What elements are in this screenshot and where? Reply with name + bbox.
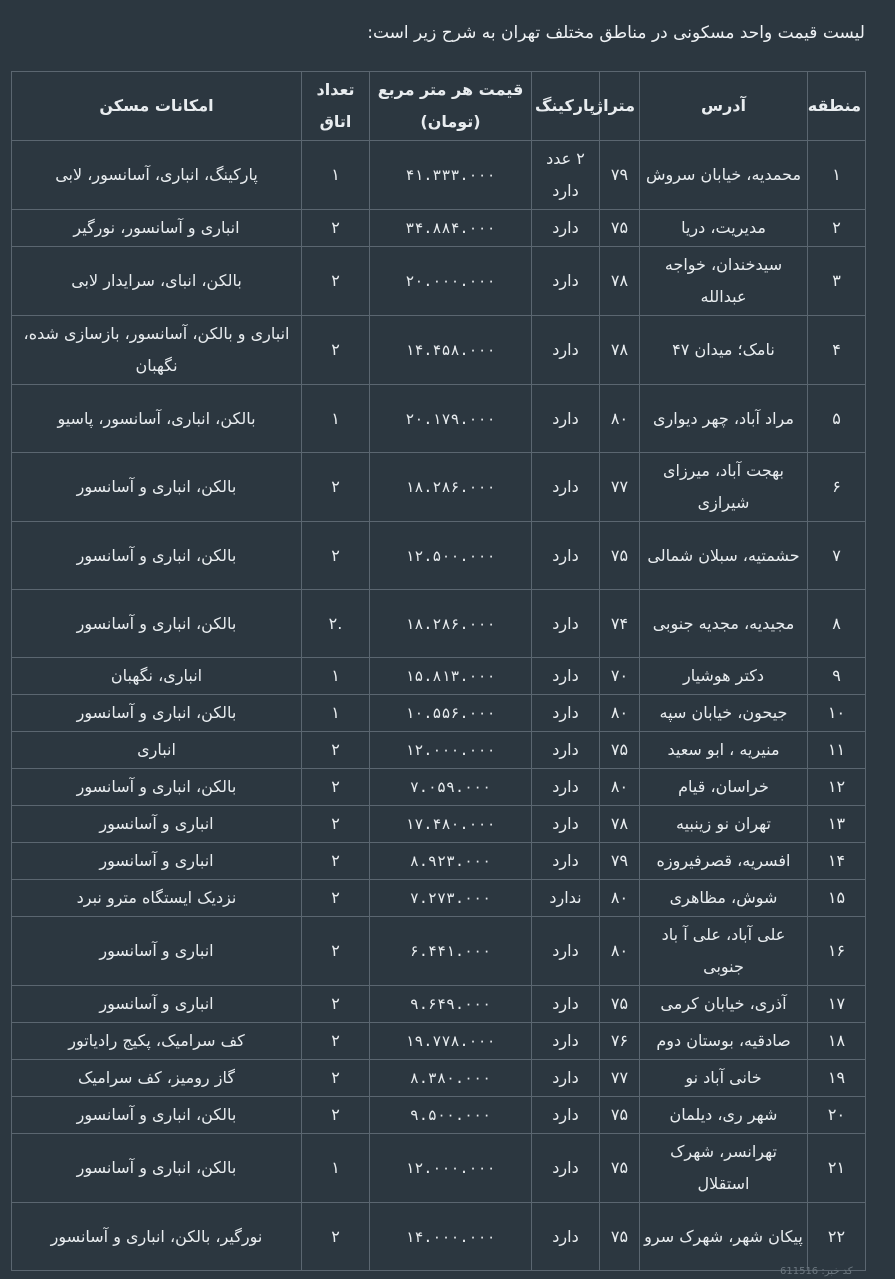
rooms-cell: ۲ [302,210,370,247]
header-features: امکانات مسکن [12,72,302,141]
table-row [12,247,866,316]
address-cell: تهرانسر، شهرک استقلال [640,1134,808,1203]
parking-cell: دارد [532,1134,600,1203]
area-cell: ۷۸ [600,806,640,843]
area-cell: ۸۰ [600,769,640,806]
address-cell: تهران نو زینبیه [640,806,808,843]
area-cell: ۷۵ [600,210,640,247]
rooms-cell: ۲ [302,917,370,986]
price-cell: ۱۷.۴۸۰.۰۰۰ [370,806,532,843]
price-cell: ۱۲.۰۰۰.۰۰۰ [370,732,532,769]
features-cell: بالکن، انباری، آسانسور، پاسیو [12,385,302,453]
price-cell: ۲۰.۱۷۹.۰۰۰ [370,385,532,453]
region-cell: ۱۹ [808,1060,866,1097]
parking-cell: دارد [532,1203,600,1271]
parking-cell: دارد [532,695,600,732]
region-cell: ۸ [808,590,866,658]
table-row [12,316,866,385]
price-cell: ۸.۳۸۰.۰۰۰ [370,1060,532,1097]
region-cell: ۱۶ [808,917,866,986]
table-row [12,769,866,806]
table-row [12,1097,866,1134]
features-cell: بالکن، انباری و آسانسور [12,522,302,590]
table-row [12,880,866,917]
price-cell: ۶.۴۴۱.۰۰۰ [370,917,532,986]
rooms-cell: ۱ [302,385,370,453]
features-cell: نورگیر، بالکن، انباری و آسانسور [12,1203,302,1271]
rooms-cell: ۱ [302,1134,370,1203]
parking-cell: دارد [532,806,600,843]
features-cell: گاز رومیز، کف سرامیک [12,1060,302,1097]
header-rooms: تعداد اتاق [302,72,370,141]
parking-cell: دارد [532,917,600,986]
parking-cell: دارد [532,453,600,522]
address-cell: آذری، خیابان کرمی [640,986,808,1023]
rooms-cell: ۲ [302,1097,370,1134]
region-cell: ۱۸ [808,1023,866,1060]
price-cell: ۱۲.۰۰۰.۰۰۰ [370,1134,532,1203]
table-row [12,1060,866,1097]
address-cell: پیکان شهر، شهرک سرو [640,1203,808,1271]
table-row [12,658,866,695]
parking-cell: دارد [532,385,600,453]
rooms-cell: ۲ [302,247,370,316]
price-cell: ۸.۹۲۳.۰۰۰ [370,843,532,880]
parking-cell: دارد [532,316,600,385]
area-cell: ۷۹ [600,843,640,880]
address-cell: محمدیه، خیابان سروش [640,141,808,210]
address-cell: علی آباد، علی آ باد جنوبی [640,917,808,986]
features-cell: انباری و آسانسور [12,806,302,843]
rooms-cell: ۲ [302,880,370,917]
region-cell: ۱۱ [808,732,866,769]
region-cell: ۶ [808,453,866,522]
table-row [12,1203,866,1271]
table-row [12,695,866,732]
address-cell: دکتر هوشیار [640,658,808,695]
area-cell: ۷۵ [600,1097,640,1134]
parking-cell: دارد [532,210,600,247]
area-cell: ۸۰ [600,695,640,732]
rooms-cell: ۲ [302,316,370,385]
area-cell: ۷۴ [600,590,640,658]
region-cell: ۹ [808,658,866,695]
news-code: کد خبر: 611516 [780,1266,853,1277]
features-cell: انباری، نگهبان [12,658,302,695]
price-cell: ۱۹.۷۷۸.۰۰۰ [370,1023,532,1060]
region-cell: ۷ [808,522,866,590]
rooms-cell: ۱ [302,141,370,210]
region-cell: ۳ [808,247,866,316]
rooms-cell: ۲ [302,732,370,769]
features-cell: نزدیک ایستگاه مترو نبرد [12,880,302,917]
features-cell: بالکن، انباری و آسانسور [12,453,302,522]
table-row [12,732,866,769]
region-cell: ۴ [808,316,866,385]
address-cell: شوش، مظاهری [640,880,808,917]
table-header [12,72,866,141]
area-cell: ۷۷ [600,1060,640,1097]
rooms-cell: ۲ [302,1060,370,1097]
region-cell: ۲۰ [808,1097,866,1134]
parking-cell: دارد [532,986,600,1023]
header-price: قیمت هر متر مربع (تومان) [370,72,532,141]
region-cell: ۲۱ [808,1134,866,1203]
table-row [12,806,866,843]
area-cell: ۷۶ [600,1023,640,1060]
area-cell: ۷۸ [600,316,640,385]
area-cell: ۸۰ [600,917,640,986]
area-cell: ۷۵ [600,986,640,1023]
table-row [12,385,866,453]
features-cell: انباری و بالکن، آسانسور، بازسازی شده، نگهبان [12,316,302,385]
parking-cell: دارد [532,247,600,316]
area-cell: ۷۰ [600,658,640,695]
parking-cell: ۲ عدد دارد [532,141,600,210]
features-cell: کف سرامیک، پکیج رادیاتور [12,1023,302,1060]
address-cell: خراسان، قیام [640,769,808,806]
features-cell: بالکن، انباری و آسانسور [12,695,302,732]
rooms-cell: ۲ [302,806,370,843]
area-cell: ۷۵ [600,732,640,769]
parking-cell: دارد [532,732,600,769]
table-row [12,986,866,1023]
features-cell: انباری و آسانسور، نورگیر [12,210,302,247]
price-cell: ۹.۵۰۰.۰۰۰ [370,1097,532,1134]
region-cell: ۱۷ [808,986,866,1023]
address-cell: شهر ری، دیلمان [640,1097,808,1134]
address-cell: بهجت آباد، میرزای شیرازی [640,453,808,522]
area-cell: ۷۷ [600,453,640,522]
features-cell: بالکن، انباری و آسانسور [12,1134,302,1203]
area-cell: ۷۸ [600,247,640,316]
table-row [12,917,866,986]
parking-cell: دارد [532,769,600,806]
address-cell: مراد آباد، چهر دیواری [640,385,808,453]
region-cell: ۲ [808,210,866,247]
price-cell: ۱۵.۸۱۳.۰۰۰ [370,658,532,695]
table-row [12,843,866,880]
address-cell: خانی آباد نو [640,1060,808,1097]
rooms-cell: ۱ [302,658,370,695]
region-cell: ۱۰ [808,695,866,732]
header-parking: پارکینگ [532,72,600,141]
address-cell: مجیدیه، مجدیه جنوبی [640,590,808,658]
region-cell: ۱۴ [808,843,866,880]
price-cell: ۱۸.۲۸۶.۰۰۰ [370,453,532,522]
rooms-cell: ۲ [302,986,370,1023]
price-table [11,71,866,1271]
features-cell: بالکن، انباری و آسانسور [12,1097,302,1134]
price-cell: ۱۸.۲۸۶.۰۰۰ [370,590,532,658]
area-cell: ۷۵ [600,1134,640,1203]
area-cell: ۸۰ [600,385,640,453]
rooms-cell: ۱ [302,695,370,732]
area-cell: ۷۵ [600,522,640,590]
table-row [12,141,866,210]
parking-cell: دارد [532,843,600,880]
features-cell: انباری و آسانسور [12,843,302,880]
parking-cell: دارد [532,1097,600,1134]
price-cell: ۷.۲۷۳.۰۰۰ [370,880,532,917]
price-cell: ۴۱.۳۳۳.۰۰۰ [370,141,532,210]
address-cell: جیحون، خیابان سپه [640,695,808,732]
address-cell: مدیریت، دریا [640,210,808,247]
region-cell: ۲۲ [808,1203,866,1271]
table-body [12,141,866,1271]
address-cell: صادقیه، بوستان دوم [640,1023,808,1060]
price-cell: ۲۰.۰۰۰.۰۰۰ [370,247,532,316]
price-cell: ۱۰.۵۵۶.۰۰۰ [370,695,532,732]
rooms-cell: .۲ [302,590,370,658]
address-cell: نامک؛ میدان ۴۷ [640,316,808,385]
region-cell: ۱۵ [808,880,866,917]
price-cell: ۱۴.۴۵۸.۰۰۰ [370,316,532,385]
features-cell: بالکن، انباری و آسانسور [12,769,302,806]
address-cell: سیدخندان، خواجه عبدالله [640,247,808,316]
parking-cell: دارد [532,1060,600,1097]
parking-cell: دارد [532,590,600,658]
price-cell: ۹.۶۴۹.۰۰۰ [370,986,532,1023]
features-cell: انباری و آسانسور [12,917,302,986]
features-cell: انباری و آسانسور [12,986,302,1023]
price-cell: ۱۲.۵۰۰.۰۰۰ [370,522,532,590]
rooms-cell: ۲ [302,1023,370,1060]
area-cell: ۷۹ [600,141,640,210]
region-cell: ۵ [808,385,866,453]
price-cell: ۳۴.۸۸۴.۰۰۰ [370,210,532,247]
area-cell: ۸۰ [600,880,640,917]
table-row [12,1134,866,1203]
area-cell: ۷۵ [600,1203,640,1271]
price-cell: ۱۴.۰۰۰.۰۰۰ [370,1203,532,1271]
features-cell: پارکینگ، انباری، آسانسور، لابی [12,141,302,210]
address-cell: منیریه ، ابو سعید [640,732,808,769]
header-address: آدرس [640,72,808,141]
region-cell: ۱ [808,141,866,210]
features-cell: بالکن، انبای، سرایدار لابی [12,247,302,316]
rooms-cell: ۲ [302,453,370,522]
features-cell: انباری [12,732,302,769]
region-cell: ۱۳ [808,806,866,843]
features-cell: بالکن، انباری و آسانسور [12,590,302,658]
header-region: منطقه [808,72,866,141]
table-row [12,522,866,590]
parking-cell: دارد [532,522,600,590]
parking-cell: دارد [532,658,600,695]
table-row [12,210,866,247]
region-cell: ۱۲ [808,769,866,806]
rooms-cell: ۲ [302,1203,370,1271]
rooms-cell: ۲ [302,769,370,806]
rooms-cell: ۲ [302,843,370,880]
price-cell: ۷.۰۵۹.۰۰۰ [370,769,532,806]
table-row [12,1023,866,1060]
header-area: متراژ [600,72,640,141]
rooms-cell: ۲ [302,522,370,590]
address-cell: حشمتیه، سبلان شمالی [640,522,808,590]
parking-cell: ندارد [532,880,600,917]
intro-text: لیست قیمت واحد مسکونی در مناطق مختلف تهران به شرح زیر است: [367,23,865,43]
address-cell: افسریه، قصرفیروزه [640,843,808,880]
table-row [12,590,866,658]
parking-cell: دارد [532,1023,600,1060]
table-row [12,453,866,522]
